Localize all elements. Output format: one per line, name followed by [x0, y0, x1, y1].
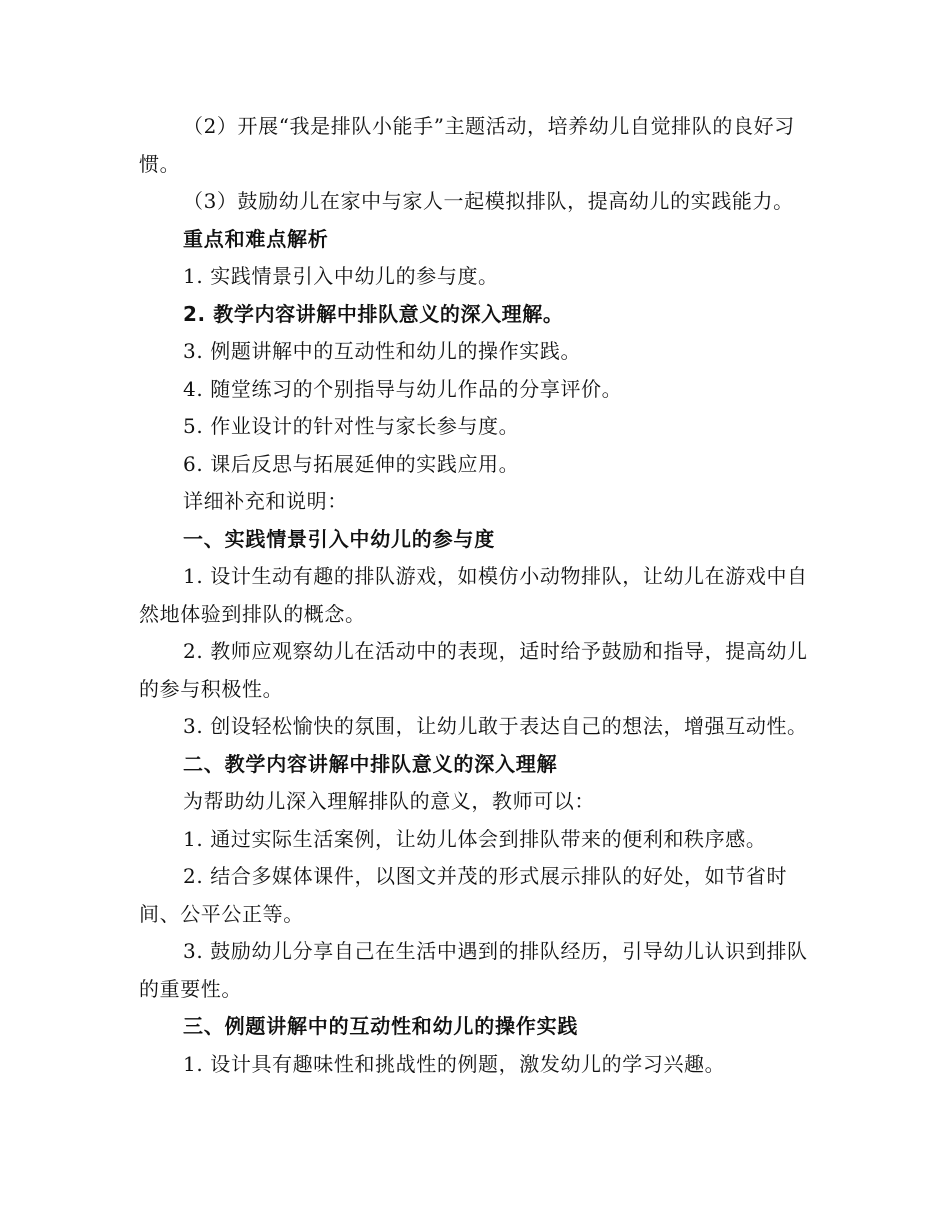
paragraph-activity-2: （2）开展“我是排队小能手”主题活动，培养幼儿自觉排队的良好习惯。 [139, 114, 795, 176]
section-heading-3: 三、例题讲解中的互动性和幼儿的操作实践 [183, 1014, 579, 1038]
section-1-item-2: 2. 教师应观察幼儿在活动中的表现，适时给予鼓励和指导，提高幼儿的参与积极性。 [139, 639, 808, 701]
key-point-2: 2. 教学内容讲解中排队意义的深入理解。 [183, 301, 564, 326]
key-point-1: 1. 实践情景引入中幼儿的参与度。 [183, 264, 499, 288]
section-3-item-1: 1. 设计具有趣味性和挑战性的例题，激发幼儿的学习兴趣。 [183, 1051, 726, 1076]
document-body [139, 108, 819, 1083]
key-point-3: 3. 例题讲解中的互动性和幼儿的操作实践。 [183, 339, 582, 363]
key-point-4: 4. 随堂练习的个别指导与幼儿作品的分享评价。 [183, 376, 623, 401]
section-1-item-1: 1. 设计生动有趣的排队游戏，如模仿小动物排队，让幼儿在游戏中自然地体验到排队的概念。 [139, 564, 808, 626]
details-intro: 详细补充和说明： [183, 489, 348, 513]
key-point-6: 6. 课后反思与拓展延伸的实践应用。 [183, 451, 520, 476]
section-heading-2: 二、教学内容讲解中排队意义的深入理解 [183, 751, 558, 776]
section-heading-1: 一、实践情景引入中幼儿的参与度 [183, 526, 495, 551]
section-2-item-2: 2. 结合多媒体课件，以图文并茂的形式展示排队的好处，如节省时间、公平公正等。 [139, 864, 788, 926]
section-heading-key-points: 重点和难点解析 [183, 226, 329, 251]
section-1-item-3: 3. 创设轻松愉快的氛围，让幼儿敢于表达自己的想法，增强互动性。 [183, 714, 808, 738]
section-2-item-3: 3. 鼓励幼儿分享自己在生活中遇到的排队经历，引导幼儿认识到排队的重要性。 [139, 939, 808, 1001]
paragraph-activity-3: （3）鼓励幼儿在家中与家人一起模拟排队，提高幼儿的实践能力。 [183, 189, 794, 213]
section-2-item-1: 1. 通过实际生活案例，让幼儿体会到排队带来的便利和秩序感。 [183, 826, 767, 851]
section-2-intro: 为帮助幼儿深入理解排队的意义，教师可以： [183, 789, 595, 813]
key-point-5: 5. 作业设计的针对性与家长参与度。 [183, 414, 520, 438]
